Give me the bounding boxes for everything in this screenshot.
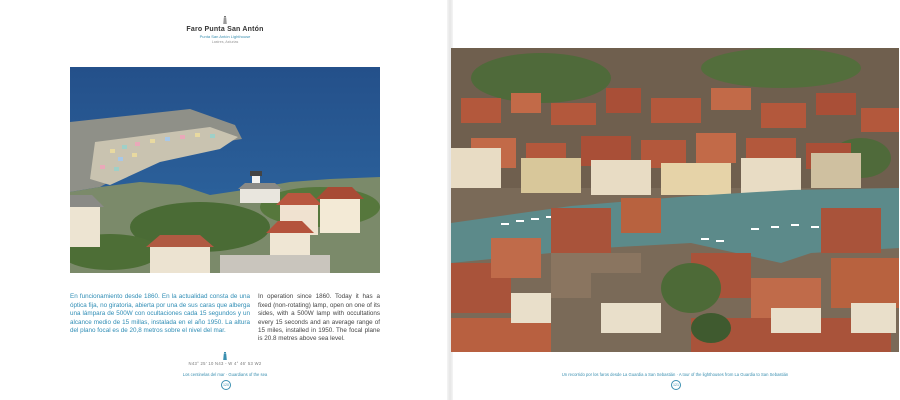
page-number-left: 120 (221, 380, 231, 390)
lighthouse-small-icon (222, 352, 228, 360)
page-location: Lastres, Asturias (211, 40, 239, 44)
footer-caption-right: Un recorrido por los faros desde La Guardia a San Sebastián · A tour of the lighthouses from La Guardia to San Sebastián (561, 372, 789, 377)
lighthouse-harbor-photo (70, 67, 380, 273)
page-title: Faro Punta San Antón (186, 26, 264, 33)
footer-caption-left: Los centinelas del mar · Guardians of the sea (182, 372, 268, 377)
description-spanish: En funcionamiento desde 1860. En la actualidad consta de una óptica fija, no giratoria, abierta por una de sus caras que alberga una lámpara de 500W con ocultaciones cada 15 segundos y un alcance medio de 15 millas, instalada en el año 1950. La altura del plano focal es de 20,8 metros sobre el nivel del mar. (70, 293, 250, 334)
coordinates: N43° 25' 10 N43 - W 4° 46' 53 W2 (188, 361, 262, 366)
lighthouse-icon (222, 16, 228, 24)
town-harbor-illustration (451, 48, 899, 352)
town-harbor-photo (451, 48, 899, 352)
description-english: In operation since 1860. Today it has a fixed (non-rotating) lamp, open on one of its sides, with a 500W lamp with occultations every 15 seconds and an average range of 15 miles, installed in 1950. The focal plane is 20.8 metres above sea level. (258, 293, 380, 343)
right-page (450, 0, 900, 400)
page-subtitle: Punta San Antón Lighthouse (199, 34, 251, 39)
lighthouse-harbor-illustration (70, 67, 380, 273)
page-number-right: 121 (671, 380, 681, 390)
page-header (175, 16, 275, 44)
